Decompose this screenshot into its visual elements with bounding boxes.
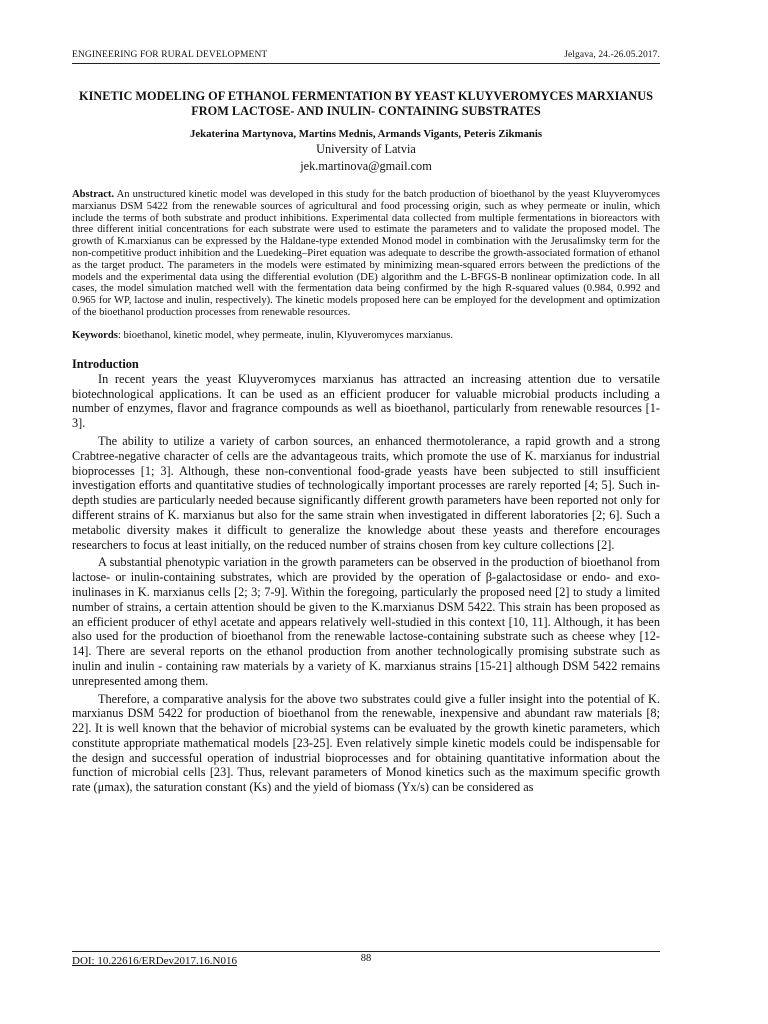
page-number: 88 xyxy=(360,953,372,964)
contact-email: jek.martinova@gmail.com xyxy=(300,159,432,173)
abstract xyxy=(72,189,660,319)
keywords-label: Keywords xyxy=(72,329,118,341)
doi-link[interactable]: DOI: 10.22616/ERDev2017.16.N016 xyxy=(72,955,237,967)
running-header xyxy=(72,50,660,60)
footer-rule xyxy=(72,951,660,952)
section-heading-introduction: Introduction xyxy=(72,356,139,371)
intro-paragraph-4: Therefore, a comparative analysis for the above two substrates could give a fuller insight into the potential of K. marxianus DSM 5422 for production of bioethanol from the renewable, inexpensive and abundant raw materials [8; 22]. It is well known that the behavior of microbial systems can be evaluated by the growth kinetic parameters, which constitute appropriate mathematical models [23-25]. Even relatively simple kinetic models could be indispensable for the design and successful operation of industrial bioprocesses and for obtaining quantitative information about the function of microbial cells [23]. Thus, relevant parameters of Monod kinetics such as the maximum specific growth rate (μmax), the saturation constant (Ks) and the yield of biomass (Yx/s) can be considered as xyxy=(72,691,660,795)
conference-location-date: Jelgava, 24.-26.05.2017. xyxy=(564,50,660,60)
abstract-label: Abstract. xyxy=(72,189,115,200)
paper-title: KINETIC MODELING OF ETHANOL FERMENTATION BY YEAST KLUYVEROMYCES MARXIANUS FROM LACTOSE- AND INULIN- CONTAINING SUBSTRATES xyxy=(79,89,653,118)
intro-paragraph-3: A substantial phenotypic variation in the growth parameters can be observed in the production of bioethanol from lactose- or inulin-containing substrates, which are provided by the operation of β-galactosidase or endo- and exo-inulinases in K. marxianus cells [2; 3; 7-9]. Within the foregoing, particularly the proposed need [2] to study a limited number of strains, a certain attention should be given to the K.marxianus DSM 5422. This strain has been proposed as an efficient producer of ethyl acetate and appears relatively well-studied in this context [10, 11]. Although, it has been also used for the production of bioethanol from the renewable lactose-containing substrate such as cheese whey [12-14]. There are several reports on the ethanol production from another technologically promising substrate such as inulin and inulin - containing raw materials by a variety of K. marxianus strains [15-21] although DSM 5422 remains unrepresented among them. xyxy=(72,555,660,688)
keywords xyxy=(72,330,660,342)
affiliation: University of Latvia xyxy=(316,142,416,156)
journal-name: ENGINEERING FOR RURAL DEVELOPMENT xyxy=(72,50,268,60)
intro-paragraph-1: In recent years the yeast Kluyveromyces marxianus has attracted an increasing attention due to versatile biotechnological applications. It can be used as an efficient producer for valuable microbial products including a number of enzymes, flavor and fragrance compounds as well as bioethanol, particularly from renewable resources [1-3]. xyxy=(72,371,660,431)
paper-page xyxy=(72,50,660,798)
intro-paragraph-2: The ability to utilize a variety of carbon sources, an enhanced thermotolerance, a rapid growth and a strong Crabtree-negative character of cells are the advantageous traits, which promote the use of K. marxianus for industrial bioprocesses [1; 3]. Although, these non-conventional food-grade yeasts have been subjected to still insufficient investigation efforts and quantitative studies of technologically important processes are rarely reported [4; 5]. Such in-depth studies are particularly needed because significantly different growth parameters have been reported not only for different strains of K. marxianus but also for the same strain when investigated in different laboratories [2; 6]. Such a metabolic diversity makes it difficult to generalize the knowledge about these yeasts and therefore encourages researchers to focus at least initially, on the reduced number of strains chosen from key culture collections [2]. xyxy=(72,433,660,552)
keywords-text: : bioethanol, kinetic model, whey permeate, inulin, Klyuveromyces marxianus. xyxy=(117,329,453,341)
author-list: Jekaterina Martynova, Martins Mednis, Armands Vigants, Peteris Zikmanis xyxy=(189,128,543,140)
header-rule xyxy=(72,63,660,64)
abstract-text: An unstructured kinetic model was developed in this study for the batch production of bioethanol by the yeast Kluyveromyces marxianus DSM 5422 from the renewable sources of agricultural and food processing origin, such as whey permeate or inulin, which include the terms of both substrate and product inhibitions. Experimental data collected from multiple fermentations in bioreactors with three different initial concentrations for each substrate were used to estimate the parameters and to validate the proposed model. The growth of K.marxianus can be expressed by the Haldane-type extended Monod model in combination with the Jerusalimsky term for the non-competitive product inhibition and the Luedeking–Piret equation was adequate to describe the growth-associated formation of ethanol as the target product. The parameters in the models were estimated by minimizing mean-squared errors between the predictions of the models and the experimental data using the differential evolution (DE) algorithm and the L-BFGS-B nonlinear optimization code. In all cases, the model simulation matched well with the fermentation data being confirmed by the high R-squared values (0.984, 0.992 and 0.965 for WP, lactose and inulin, respectively). The kinetic models proposed here can be employed for the development and optimization of the bioethanol production processes from renewable resources. xyxy=(72,189,660,318)
